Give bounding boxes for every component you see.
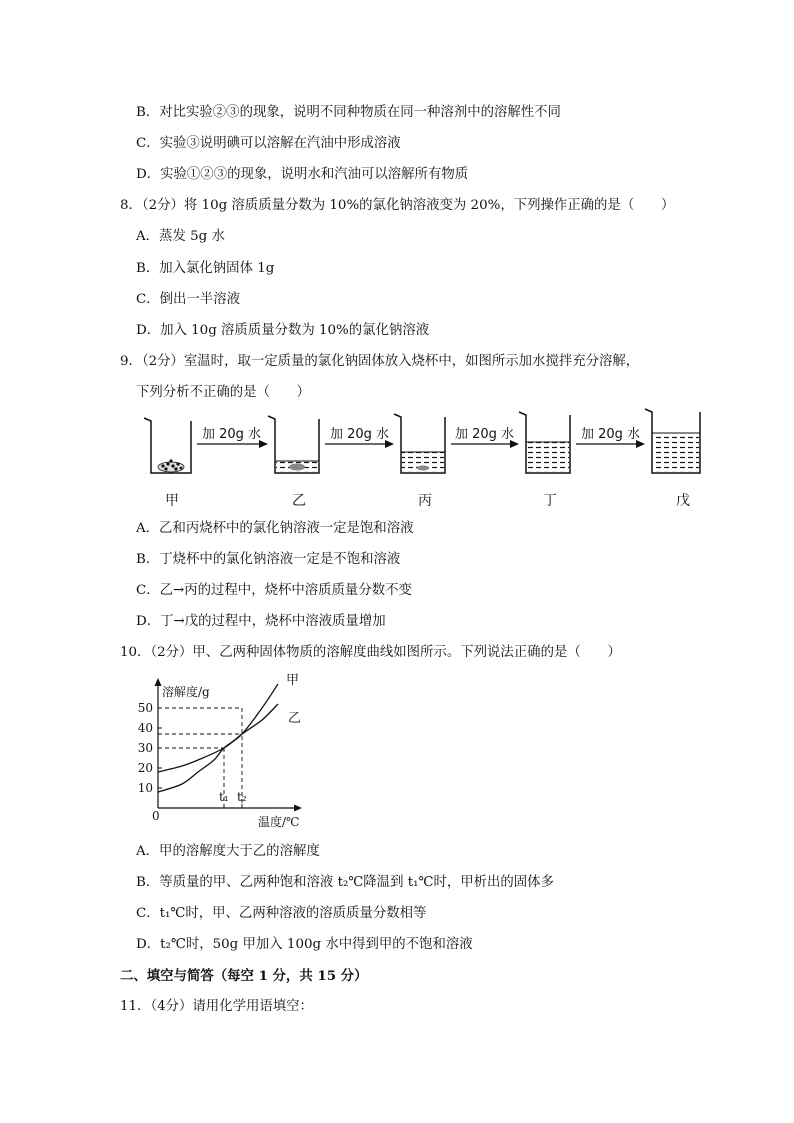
x-axis-arrow [294, 805, 302, 812]
y-tick-label: 20 [137, 761, 153, 775]
q10-option-b: B．等质量的甲、乙两种饱和溶液 t₂℃降温到 t₁℃时，甲析出的固体多 [136, 875, 554, 890]
y-tick-label: 40 [137, 721, 153, 735]
q8-option-b: B．加入氯化钠固体 1g [136, 261, 275, 276]
beaker-jia [144, 418, 191, 473]
y-tick-label: 10 [137, 781, 153, 795]
q10-option-c: C．t₁℃时，甲、乙两种溶液的溶质质量分数相等 [136, 906, 427, 921]
x-axis-label: 温度/℃ [258, 815, 300, 829]
q10-option-d: D．t₂℃时，50g 甲加入 100g 水中得到甲的不饱和溶液 [136, 937, 473, 952]
q9-option-c: C．乙→丙的过程中，烧杯中溶质质量分数不变 [136, 583, 412, 598]
x-tick-label: t₂ [237, 790, 247, 804]
q9-option-a: A．乙和丙烧杯中的氯化钠溶液一定是饱和溶液 [136, 521, 414, 536]
arrow-label-2: 加 20g 水 [330, 427, 390, 442]
y-tick-label: 50 [137, 701, 153, 715]
q8-stem: 8．（2分）将 10g 溶质质量分数为 10%的氯化钠溶液变为 20%，下列操作正确的是（ ） [120, 198, 675, 213]
q10-option-a: A．甲的溶解度大于乙的溶解度 [136, 844, 320, 859]
series-label-yi: 乙 [288, 711, 302, 726]
beaker-label-jia: 甲 [165, 493, 179, 509]
q9-option-b: B．丁烧杯中的氯化钠溶液一定是不饱和溶液 [136, 552, 401, 567]
beaker-yi [268, 416, 319, 473]
q8-option-d: D．加入 10g 溶质质量分数为 10%的氯化钠溶液 [136, 323, 430, 338]
arrow-label-1: 加 20g 水 [202, 427, 262, 442]
x-tick-label: t₁ [219, 790, 229, 804]
q10-stem: 10．（2分）甲、乙两种固体物质的溶解度曲线如图所示。下列说法正确的是（ ） [120, 645, 621, 660]
solid-particles [158, 459, 184, 472]
beaker-diagram [0, 0, 794, 520]
beaker-label-ding: 丁 [543, 493, 557, 509]
series-curve-jia [158, 684, 278, 792]
solubility-chart [130, 672, 330, 832]
beaker-ding [519, 412, 570, 473]
beaker-label-yi: 乙 [292, 493, 306, 509]
section-heading: 二、填空与简答（每空 1 分，共 15 分） [120, 968, 368, 984]
q8-option-a: A．蒸发 5g 水 [136, 229, 225, 244]
origin-label: 0 [152, 809, 160, 823]
beaker-bing [394, 414, 445, 473]
beaker-wu [645, 409, 700, 473]
q9-stem-line1: 9．（2分）室温时，取一定质量的氯化钠固体放入烧杯中，如图所示加水搅拌充分溶解， [120, 354, 640, 369]
q7-option-b: B．对比实验②③的现象，说明不同种物质在同一种溶剂中的溶解性不同 [136, 105, 561, 120]
beaker-label-bing: 丙 [418, 493, 432, 509]
y-tick-label: 30 [137, 741, 153, 755]
y-axis-label: 溶解度/g [162, 685, 210, 699]
q7-option-c: C．实验③说明碘可以溶解在汽油中形成溶液 [136, 136, 401, 151]
series-curve-yi [158, 704, 278, 772]
q7-option-d: D．实验①②③的现象，说明水和汽油可以溶解所有物质 [136, 167, 469, 182]
q8-option-c: C．倒出一半溶液 [136, 292, 240, 307]
arrow-label-4: 加 20g 水 [581, 427, 641, 442]
beaker-label-wu: 戊 [676, 493, 690, 509]
q9-stem-line2: 下列分析不正确的是（ ） [136, 385, 311, 400]
arrow-label-3: 加 20g 水 [455, 427, 515, 442]
y-axis-arrow [155, 678, 162, 686]
q11-stem: 11．（4分）请用化学用语填空： [120, 999, 313, 1014]
series-label-jia: 甲 [286, 673, 300, 688]
q9-option-d: D．丁→戊的过程中，烧杯中溶液质量增加 [136, 614, 386, 629]
